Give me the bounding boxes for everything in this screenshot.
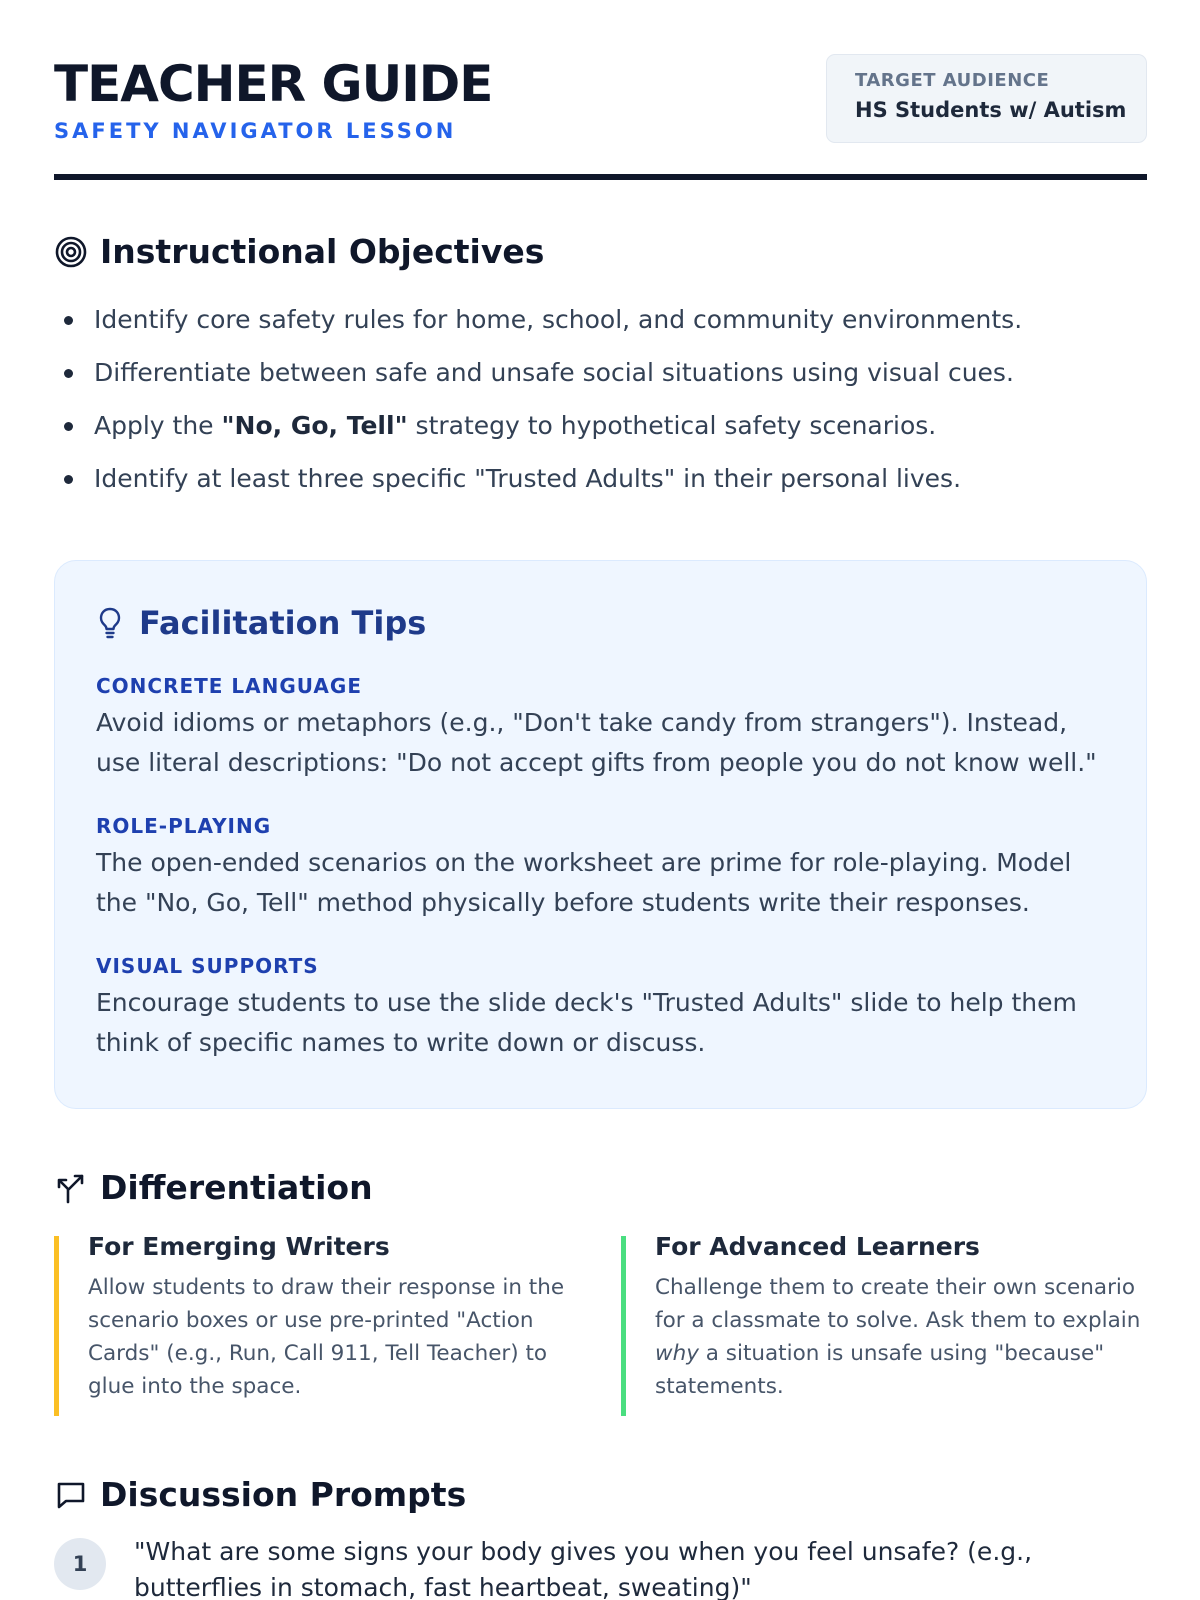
tip-title: VISUAL SUPPORTS (96, 954, 319, 978)
prompt-number: 1 (54, 1538, 106, 1590)
advanced-body-text-rest: a situation is unsafe using "because" statements. (655, 1341, 1105, 1399)
bullet (64, 369, 73, 378)
tips-title: Facilitation Tips (139, 604, 427, 642)
audience-value: HS Students w/ Autism (855, 98, 1127, 122)
list-item (54, 463, 1147, 516)
emerging-writers-card (54, 1232, 574, 1416)
bullet (64, 475, 73, 484)
page-subtitle: SAFETY NAVIGATOR LESSON (54, 119, 457, 143)
discussion-title: Discussion Prompts (100, 1475, 467, 1514)
audience-label: TARGET AUDIENCE (855, 70, 1050, 91)
header-divider (54, 174, 1147, 180)
objectives-heading (54, 232, 544, 272)
tip-visual-supports (96, 953, 1106, 1063)
page-title: TEACHER GUIDE (54, 55, 493, 113)
prompt-text: "What are some signs your body gives you when you feel unsafe? (e.g., butterflies in stomach, fast heartbeat, sweating)" (134, 1537, 1033, 1600)
tip-title: CONCRETE LANGUAGE (96, 674, 362, 698)
emerging-writers-title: For Emerging Writers (88, 1232, 390, 1261)
lightbulb-icon (95, 605, 125, 641)
objectives-list (54, 304, 1147, 516)
tip-body: The open-ended scenarios on the worksheet are prime for role-playing. Model the "No, Go, Tell" method physically before students write their responses. (96, 848, 1072, 917)
tip-role-playing (96, 813, 1106, 923)
list-item (54, 357, 1147, 410)
tip-title: ROLE-PLAYING (96, 814, 272, 838)
differentiation-title: Differentiation (100, 1168, 373, 1207)
advanced-learners-body (655, 1271, 1141, 1403)
tip-body: Avoid idioms or metaphors (e.g., "Don't take candy from strangers"). Instead, use literal descriptions: "Do not accept gifts from people you do not know well." (96, 708, 1097, 777)
tip-concrete-language (96, 673, 1106, 783)
advanced-body-emphasis: why (655, 1341, 699, 1366)
bullet (64, 422, 73, 431)
objective-strategy: "No, Go, Tell" (221, 411, 408, 440)
teacher-guide-page (54, 0, 1147, 1600)
objective-text: Identify at least three specific "Trusted Adults" in their personal lives. (94, 464, 962, 493)
differentiation-heading (54, 1168, 373, 1208)
target-icon (54, 235, 88, 269)
tips-heading (95, 603, 426, 643)
advanced-learners-card (621, 1232, 1141, 1416)
list-item (54, 410, 1147, 463)
objective-text-rest: strategy to hypothetical safety scenarios. (407, 411, 937, 440)
chat-bubble-icon (54, 1478, 88, 1512)
split-arrow-icon (54, 1171, 88, 1205)
discussion-heading (54, 1475, 466, 1515)
audience-card (826, 54, 1147, 143)
list-item (54, 304, 1147, 357)
facilitation-tips-box (54, 560, 1147, 1109)
bullet (64, 316, 73, 325)
objective-text: Identify core safety rules for home, school, and community environments. (94, 305, 1023, 334)
objective-text: Differentiate between safe and unsafe social situations using visual cues. (94, 358, 1014, 387)
header (54, 52, 1147, 182)
objectives-title: Instructional Objectives (100, 232, 545, 271)
advanced-body-text: Challenge them to create their own scenario for a classmate to solve. Ask them to explain (655, 1275, 1141, 1333)
objective-text: Apply the (94, 411, 222, 440)
tip-body: Encourage students to use the slide deck's "Trusted Adults" slide to help them think of specific names to write down or discuss. (96, 988, 1077, 1057)
emerging-writers-body: Allow students to draw their response in the scenario boxes or use pre-printed "Action Cards" (e.g., Run, Call 911, Tell Teacher) to glue into the space. (88, 1275, 565, 1399)
advanced-learners-title: For Advanced Learners (655, 1232, 980, 1261)
